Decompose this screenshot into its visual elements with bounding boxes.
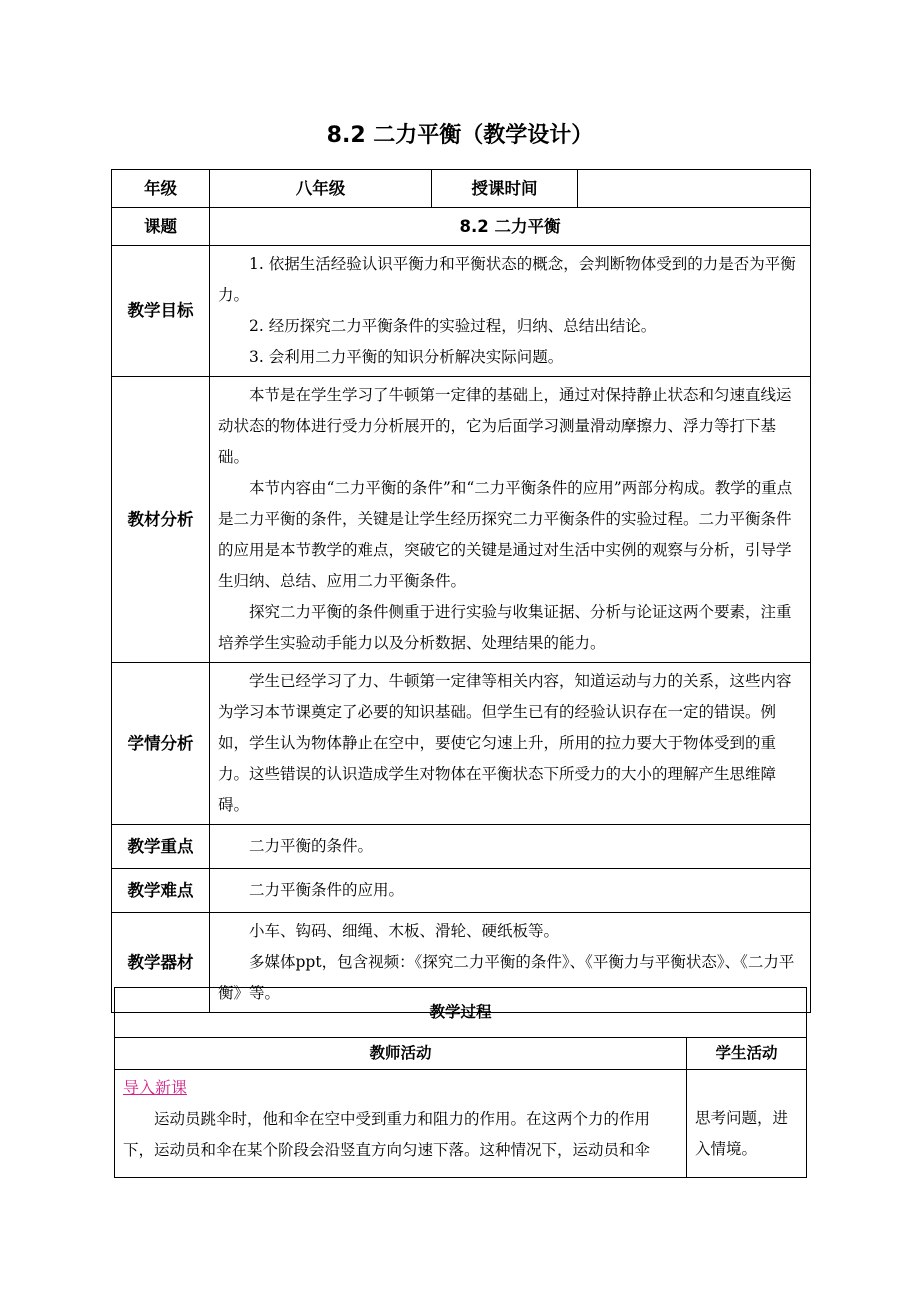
teacher-column-header: 教师活动 <box>115 1038 687 1070</box>
objective-item: 2. 经历探究二力平衡条件的实验过程，归纳、总结出结论。 <box>249 317 657 335</box>
equipment-label: 教学器材 <box>112 913 210 1013</box>
topic-label: 课题 <box>112 208 210 246</box>
objective-item: 1. 依据生活经验认识平衡力和平衡状态的概念，会判断物体受到的力是否为平衡力。 <box>218 255 796 304</box>
difficulty-value: 二力平衡条件的应用。 <box>249 881 405 899</box>
student-activity-text: 思考问题，进入情境。 <box>695 1109 789 1158</box>
difficulty-content <box>210 869 811 913</box>
paragraph: 本节是在学生学习了牛顿第一定律的基础上，通过对保持静止状态和匀速直线运动状态的物体进行受力分析展开的，它为后面学习测量滑动摩擦力、浮力等打下基础。 <box>218 386 792 466</box>
topic-value: 8.2 二力平衡 <box>210 208 811 246</box>
material-analysis-label: 教材分析 <box>112 377 210 663</box>
objectives-label: 教学目标 <box>112 246 210 377</box>
process-heading: 教学过程 <box>115 988 807 1038</box>
paragraph: 学生已经学习了力、牛顿第一定律等相关内容，知道运动与力的关系，这些内容为学习本节课奠定了必要的知识基础。但学生已有的经验认识存在一定的错误。例如，学生认为物体静止在空中，要使它匀速上升，所用的拉力要大于物体受到的重力。这些错误的认识造成学生对物体在平衡状态下所受力的大小的理解产生思维障碍。 <box>218 672 792 814</box>
key-point-value: 二力平衡的条件。 <box>249 837 374 855</box>
grade-value: 八年级 <box>210 170 432 208</box>
paragraph: 小车、钩码、细绳、木板、滑轮、硬纸板等。 <box>249 922 560 940</box>
student-analysis-content <box>210 663 811 825</box>
section-title: 导入新课 <box>123 1078 188 1097</box>
grade-label: 年级 <box>112 170 210 208</box>
process-table <box>114 987 807 1178</box>
paragraph: 多媒体ppt，包含视频：《探究二力平衡的条件》、《平衡力与平衡状态》、《二力平衡》等。 <box>218 953 795 1002</box>
difficulty-label: 教学难点 <box>112 869 210 913</box>
page-title: 8.2 二力平衡（教学设计） <box>326 123 594 148</box>
time-label: 授课时间 <box>432 170 578 208</box>
teacher-activity-text: 运动员跳伞时，他和伞在空中受到重力和阻力的作用。在这两个力的作用下，运动员和伞在某个阶段会沿竖直方向匀速下落。这种情况下，运动员和伞 <box>123 1110 651 1159</box>
paragraph: 本节内容由“二力平衡的条件”和“二力平衡条件的应用”两部分构成。教学的重点是二力平衡的条件，关键是让学生经历探究二力平衡条件的实验过程。二力平衡条件的应用是本节教学的难点，突破它的关键是通过对生活中实例的观察与分析，引导学生归纳、总结、应用二力平衡条件。 <box>218 479 793 590</box>
paragraph: 探究二力平衡的条件侧重于进行实验与收集证据、分析与论证这两个要素，注重培养学生实验动手能力以及分析数据、处理结果的能力。 <box>218 603 792 652</box>
key-point-label: 教学重点 <box>112 825 210 869</box>
lesson-info-table <box>111 169 811 1013</box>
time-value <box>578 170 811 208</box>
teacher-activity-cell <box>115 1070 687 1178</box>
key-point-content <box>210 825 811 869</box>
objective-item: 3. 会利用二力平衡的知识分析解决实际问题。 <box>249 348 564 366</box>
material-analysis-content <box>210 377 811 663</box>
student-activity-cell <box>687 1070 807 1178</box>
objectives-content <box>210 246 811 377</box>
student-column-header: 学生活动 <box>687 1038 807 1070</box>
student-analysis-label: 学情分析 <box>112 663 210 825</box>
